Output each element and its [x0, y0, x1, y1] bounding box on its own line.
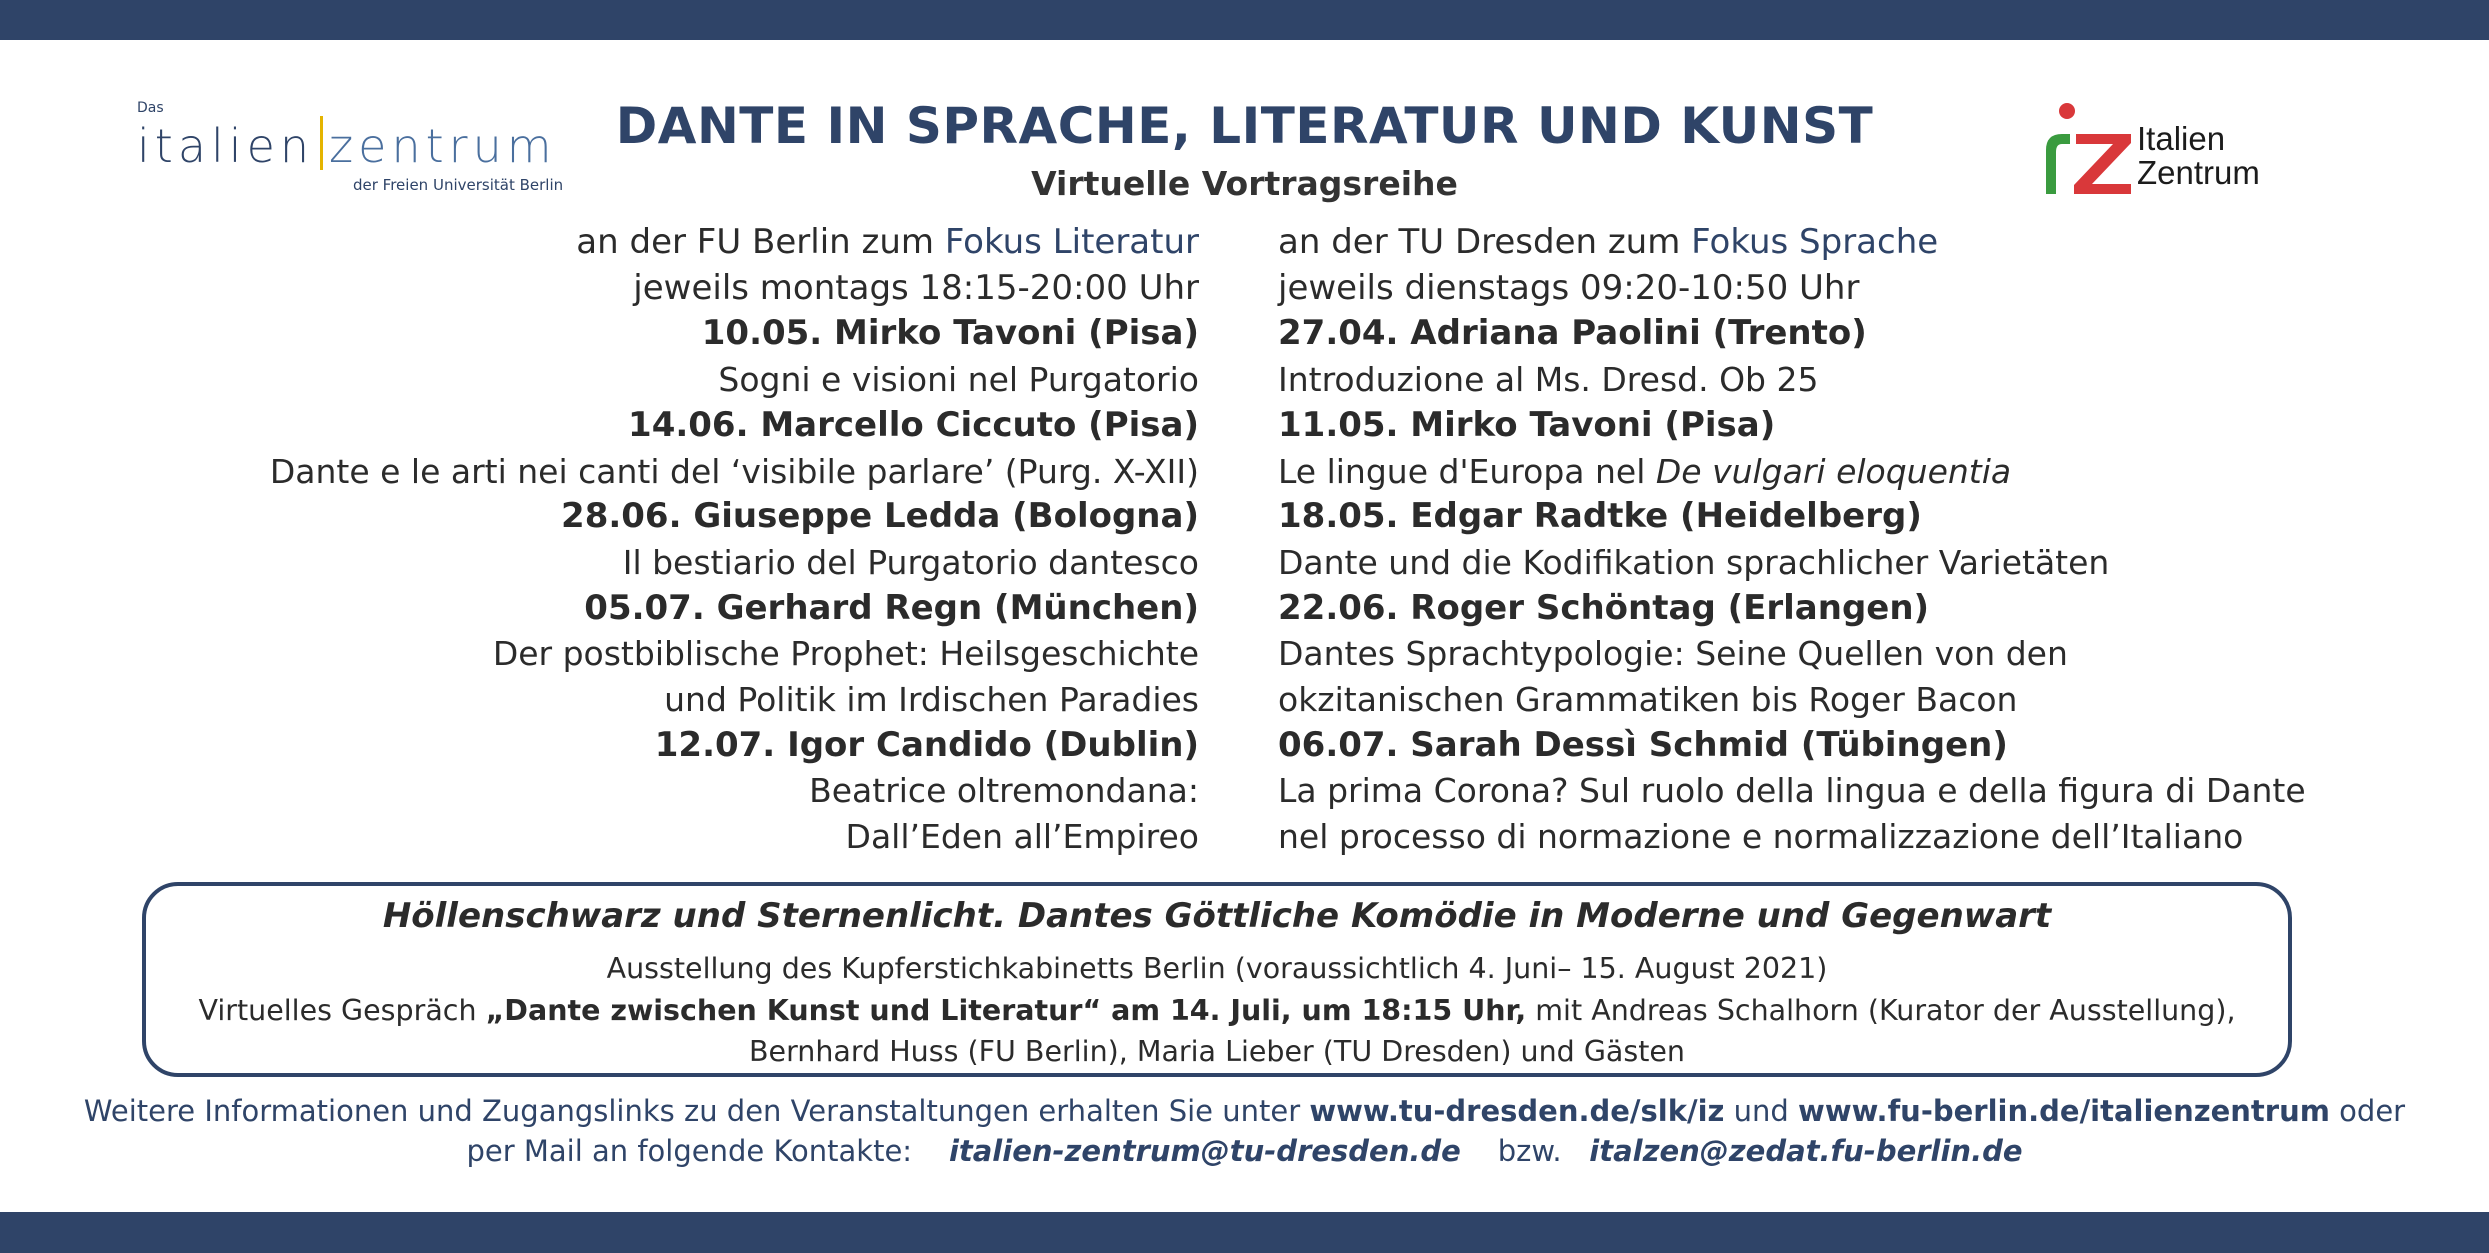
- fu-berlin-link[interactable]: www.fu-berlin.de/italienzentrum: [1798, 1094, 2330, 1128]
- fu-speaker-2: 14.06. Marcello Ciccuto (Pisa): [628, 404, 1199, 445]
- tu-lecture-title-5a: La prima Corona? Sul ruolo della lingua e della figura di Dante: [1278, 771, 2306, 811]
- fu-lecture-title-1: Sogni e visioni nel Purgatorio: [718, 360, 1199, 400]
- fu-lecture-title-5b: Dall’Eden all’Empireo: [845, 817, 1199, 857]
- fu-speaker-3: 28.06. Giuseppe Ledda (Bologna): [561, 496, 1199, 537]
- logo-das-text: Das: [137, 100, 164, 116]
- tu-lecture-title-1: Introduzione al Ms. Dresd. Ob 25: [1278, 360, 1819, 400]
- tu-lecture-title-2-prefix: Le lingue d'Europa nel: [1278, 451, 1656, 491]
- bottom-banner-bar: [0, 1212, 2489, 1253]
- tu-lecture-title-4b: okzitanischen Grammatiken bis Roger Bacon: [1278, 680, 2018, 720]
- footer-contact-label: per Mail an folgende Kontakte:: [466, 1134, 913, 1168]
- tu-lecture-title-3: Dante und die Kodifikation sprachlicher Varietäten: [1278, 542, 2110, 582]
- fu-lecture-title-5a: Beatrice oltremondana:: [809, 771, 1199, 811]
- tu-speaker-2: 11.05. Mirko Tavoni (Pisa): [1278, 404, 1776, 445]
- fu-focus-label: Fokus Literatur: [944, 222, 1199, 262]
- page-subtitle: Virtuelle Vortragsreihe: [1031, 164, 1458, 203]
- footer-or-text: bzw.: [1497, 1134, 1562, 1168]
- logo-word-italien: italien: [137, 119, 315, 173]
- logo-text-line1: Italien: [2137, 120, 2226, 157]
- fu-speaker-4: 05.07. Gerhard Regn (München): [584, 587, 1199, 628]
- exhibition-line-3: Bernhard Huss (FU Berlin), Maria Lieber (TU Dresden) und Gästen: [748, 1035, 1685, 1068]
- footer-info-line-2: [0, 1134, 2489, 1168]
- footer-text-a: Weitere Informationen und Zugangslinks zu den Veranstaltungen erhalten Sie unter: [83, 1094, 1310, 1128]
- fu-intro-prefix: an der FU Berlin zum: [576, 222, 945, 262]
- exhibition-line-2-prefix: Virtuelles Gespräch: [198, 994, 486, 1027]
- fu-schedule: jeweils montags 18:15-20:00 Uhr: [633, 267, 1199, 308]
- tu-intro-prefix: an der TU Dresden zum: [1278, 222, 1692, 262]
- exhibition-talk-title: „Dante zwischen Kunst und Literatur“ am 14. Juli, um 18:15 Uhr,: [485, 994, 1527, 1027]
- exhibition-title: Höllenschwarz und Sternenlicht. Dantes Göttliche Komödie in Moderne und Gegenwart: [382, 896, 2052, 936]
- tu-dresden-email-link[interactable]: italien-zentrum@tu-dresden.de: [948, 1134, 1461, 1168]
- tu-dresden-link[interactable]: www.tu-dresden.de/slk/iz: [1309, 1094, 1725, 1128]
- exhibition-box: [142, 882, 2292, 1077]
- footer-text-c: oder: [2329, 1094, 2406, 1128]
- fu-lecture-title-4a: Der postbiblische Prophet: Heilsgeschichte: [492, 634, 1199, 674]
- tu-focus-label: Fokus Sprache: [1691, 222, 1939, 262]
- fu-speaker-1: 10.05. Mirko Tavoni (Pisa): [701, 313, 1199, 354]
- fu-lecture-title-3: Il bestiario del Purgatorio dantesco: [622, 542, 1199, 582]
- logo-subtitle: der Freien Universität Berlin: [353, 176, 564, 194]
- fu-intro: [270, 220, 1199, 266]
- footer-text-b: und: [1724, 1094, 1799, 1128]
- exhibition-line-2-suffix: mit Andreas Schalhorn (Kurator der Ausstellung),: [1526, 994, 2236, 1027]
- fu-speaker-5: 12.07. Igor Candido (Dublin): [654, 724, 1199, 765]
- exhibition-line-2: [146, 994, 2288, 1027]
- tu-schedule: jeweils dienstags 09:20-10:50 Uhr: [1278, 267, 1860, 308]
- fu-lecture-title-4b: und Politik im Irdischen Paradies: [664, 680, 1199, 720]
- tu-lecture-title-2-italic: De vulgari eloquentia: [1655, 451, 2012, 491]
- logo-text-line2: Zentrum: [2137, 154, 2260, 191]
- fu-lecture-title-2: Dante e le arti nei canti del ‘visibile parlare’ (Purg. X-XII): [269, 451, 1199, 491]
- tu-lecture-title-2: [1278, 449, 2306, 495]
- tu-lecture-title-5b: nel processo di normazione e normalizzazione dell’Italiano: [1278, 817, 2244, 857]
- tu-speaker-5: 06.07. Sarah Dessì Schmid (Tübingen): [1278, 724, 2008, 765]
- tu-lecture-title-4a: Dantes Sprachtypologie: Seine Quellen von den: [1278, 634, 2068, 674]
- fu-berlin-column: [270, 220, 1199, 860]
- tu-speaker-1: 27.04. Adriana Paolini (Trento): [1278, 313, 1867, 354]
- fu-berlin-email-link[interactable]: italzen@zedat.fu-berlin.de: [1589, 1134, 2023, 1168]
- tu-speaker-4: 22.06. Roger Schöntag (Erlangen): [1278, 587, 1930, 628]
- logo-word-zentrum: zentrum: [329, 119, 557, 173]
- tu-dresden-column: [1278, 220, 2306, 860]
- page-title: DANTE IN SPRACHE, LITERATUR UND KUNST: [615, 97, 1874, 155]
- exhibition-line-1: Ausstellung des Kupferstichkabinetts Berlin (voraussichtlich 4. Juni– 15. August 2021): [606, 952, 1828, 985]
- footer-info-line-1: [0, 1094, 2489, 1128]
- tu-intro: [1278, 220, 2306, 266]
- top-banner-bar: [0, 0, 2489, 40]
- tu-speaker-3: 18.05. Edgar Radtke (Heidelberg): [1278, 496, 1922, 537]
